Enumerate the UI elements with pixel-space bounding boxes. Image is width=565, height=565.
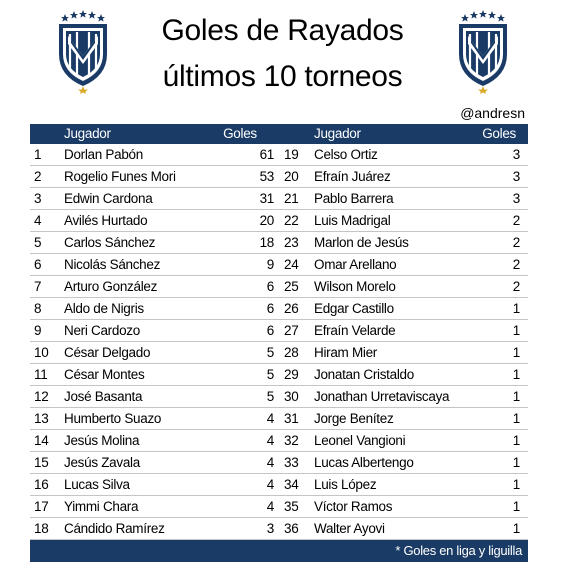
player-name-cell: Víctor Ramos [314, 499, 393, 514]
rank-cell: 20 [284, 169, 299, 184]
table-header [30, 124, 528, 144]
goals-cell: 61 [259, 147, 274, 162]
player-name-cell: Celso Ortiz [314, 147, 378, 162]
goals-cell: 3 [512, 147, 520, 162]
goals-cell: 2 [512, 257, 520, 272]
rank-cell: 36 [284, 521, 299, 536]
footnote: * Goles en liga y liguilla [30, 540, 528, 562]
table-row [30, 430, 528, 452]
player-name-cell: Omar Arellano [314, 257, 397, 272]
table-row [30, 342, 528, 364]
table-row [30, 188, 528, 210]
rank-cell: 13 [34, 411, 49, 426]
goals-cell: 6 [266, 323, 274, 338]
rank-cell: 10 [34, 345, 49, 360]
player-name-cell: Nicolás Sánchez [64, 257, 161, 272]
rank-cell: 22 [284, 213, 299, 228]
goals-cell: 6 [266, 301, 274, 316]
rank-cell: 27 [284, 323, 299, 338]
player-name-cell: Jesús Zavala [64, 455, 140, 470]
rank-cell: 5 [34, 235, 42, 250]
table-row [30, 408, 528, 430]
goals-cell: 2 [512, 235, 520, 250]
player-name-cell: Walter Ayovi [314, 521, 385, 536]
rank-cell: 16 [34, 477, 49, 492]
player-name-cell: César Montes [64, 367, 145, 382]
rank-cell: 15 [34, 455, 49, 470]
player-name-cell: Arturo González [64, 279, 158, 294]
player-name-cell: César Delgado [64, 345, 151, 360]
goals-cell: 5 [266, 345, 274, 360]
goals-cell: 4 [266, 455, 274, 470]
goals-cell: 1 [512, 323, 520, 338]
rank-cell: 30 [284, 389, 299, 404]
player-name-cell: Avilés Hurtado [64, 213, 148, 228]
player-name-cell: Edgar Castillo [314, 301, 394, 316]
goals-cell: 18 [259, 235, 274, 250]
header-rank [30, 124, 64, 144]
goals-cell: 1 [512, 367, 520, 382]
goals-cell: 2 [512, 213, 520, 228]
player-name-cell: Aldo de Nigris [64, 301, 144, 316]
table-row [30, 452, 528, 474]
monterrey-crest-icon [455, 10, 511, 94]
player-name-cell: Efraín Velarde [314, 323, 396, 338]
rank-cell: 1 [34, 147, 42, 162]
player-name-cell: Wilson Morelo [314, 279, 396, 294]
table-row [30, 210, 528, 232]
player-name-cell: Lucas Silva [64, 477, 130, 492]
goals-cell: 2 [512, 279, 520, 294]
table-row [30, 320, 528, 342]
player-name-cell: Marlon de Jesús [314, 235, 409, 250]
rank-cell: 3 [34, 191, 42, 206]
rank-cell: 11 [34, 367, 48, 382]
table-row [30, 276, 528, 298]
rank-cell: 25 [284, 279, 299, 294]
goals-cell: 4 [266, 411, 274, 426]
player-name-cell: Efraín Juárez [314, 169, 391, 184]
goals-cell: 53 [259, 169, 274, 184]
table-row [30, 144, 528, 166]
goals-cell: 1 [512, 301, 520, 316]
header-goals-2: Goles [482, 126, 516, 141]
player-name-cell: Yimmi Chara [64, 499, 139, 514]
rank-cell: 31 [284, 411, 299, 426]
goals-cell: 1 [512, 455, 520, 470]
header-player-2: Jugador [314, 126, 361, 141]
rank-cell: 29 [284, 367, 299, 382]
rank-cell: 12 [34, 389, 49, 404]
scorers-table [30, 124, 528, 562]
goals-cell: 4 [266, 477, 274, 492]
rank-cell: 4 [34, 213, 42, 228]
table-row [30, 496, 528, 518]
player-name-cell: Jorge Benítez [314, 411, 394, 426]
table-row [30, 166, 528, 188]
goals-cell: 1 [512, 345, 520, 360]
goals-cell: 3 [266, 521, 274, 536]
player-name-cell: Leonel Vangioni [314, 433, 406, 448]
rank-cell: 28 [284, 345, 299, 360]
goals-cell: 9 [266, 257, 274, 272]
goals-cell: 3 [512, 191, 520, 206]
table-body [30, 144, 528, 540]
rank-cell: 33 [284, 455, 299, 470]
goals-cell: 5 [266, 367, 274, 382]
table-row [30, 298, 528, 320]
rank-cell: 18 [34, 521, 49, 536]
rank-cell: 2 [34, 169, 42, 184]
rank-cell: 35 [284, 499, 299, 514]
player-name-cell: Rogelio Funes Mori [64, 169, 176, 184]
header-rank-2 [280, 124, 314, 144]
player-name-cell: Lucas Albertengo [314, 455, 414, 470]
page-title: Goles de Rayados [161, 14, 404, 47]
rank-cell: 7 [34, 279, 42, 294]
goals-cell: 1 [512, 499, 520, 514]
goals-cell: 1 [512, 411, 520, 426]
player-name-cell: Jesús Molina [64, 433, 140, 448]
rank-cell: 26 [284, 301, 299, 316]
player-name-cell: Edwin Cardona [64, 191, 153, 206]
table-row [30, 518, 528, 540]
player-name-cell: Jonathan Urretaviscaya [314, 389, 450, 404]
player-name-cell: Jonatan Cristaldo [314, 367, 414, 382]
player-name-cell: Carlos Sánchez [64, 235, 156, 250]
table-row [30, 386, 528, 408]
rank-cell: 23 [284, 235, 299, 250]
rank-cell: 6 [34, 257, 42, 272]
goals-cell: 1 [512, 477, 520, 492]
goals-cell: 4 [266, 433, 274, 448]
author-handle: @andresn [460, 105, 525, 121]
header-player: Jugador [64, 126, 111, 141]
player-name-cell: Humberto Suazo [64, 411, 162, 426]
player-name-cell: José Basanta [64, 389, 143, 404]
goals-cell: 1 [512, 433, 520, 448]
rank-cell: 17 [34, 499, 49, 514]
goals-cell: 6 [266, 279, 274, 294]
header-goals: Goles [223, 126, 257, 141]
player-name-cell: Hiram Mier [314, 345, 377, 360]
rank-cell: 19 [284, 147, 299, 162]
rank-cell: 8 [34, 301, 42, 316]
goals-cell: 5 [266, 389, 274, 404]
table-row [30, 474, 528, 496]
monterrey-crest-icon [55, 10, 111, 94]
player-name-cell: Dorlan Pabón [64, 147, 143, 162]
player-name-cell: Luis López [314, 477, 377, 492]
goals-cell: 1 [512, 389, 520, 404]
table-row [30, 232, 528, 254]
player-name-cell: Neri Cardozo [64, 323, 140, 338]
goals-cell: 4 [266, 499, 274, 514]
page-subtitle: últimos 10 torneos [162, 60, 403, 93]
table-row [30, 364, 528, 386]
rank-cell: 9 [34, 323, 42, 338]
goals-cell: 1 [512, 521, 520, 536]
rank-cell: 14 [34, 433, 49, 448]
rank-cell: 24 [284, 257, 299, 272]
player-name-cell: Cándido Ramírez [64, 521, 165, 536]
rank-cell: 21 [284, 191, 299, 206]
player-name-cell: Pablo Barrera [314, 191, 394, 206]
rank-cell: 32 [284, 433, 299, 448]
rank-cell: 34 [284, 477, 299, 492]
player-name-cell: Luis Madrigal [314, 213, 391, 228]
goals-cell: 31 [259, 191, 274, 206]
goals-cell: 20 [259, 213, 274, 228]
goals-cell: 3 [512, 169, 520, 184]
table-row [30, 254, 528, 276]
